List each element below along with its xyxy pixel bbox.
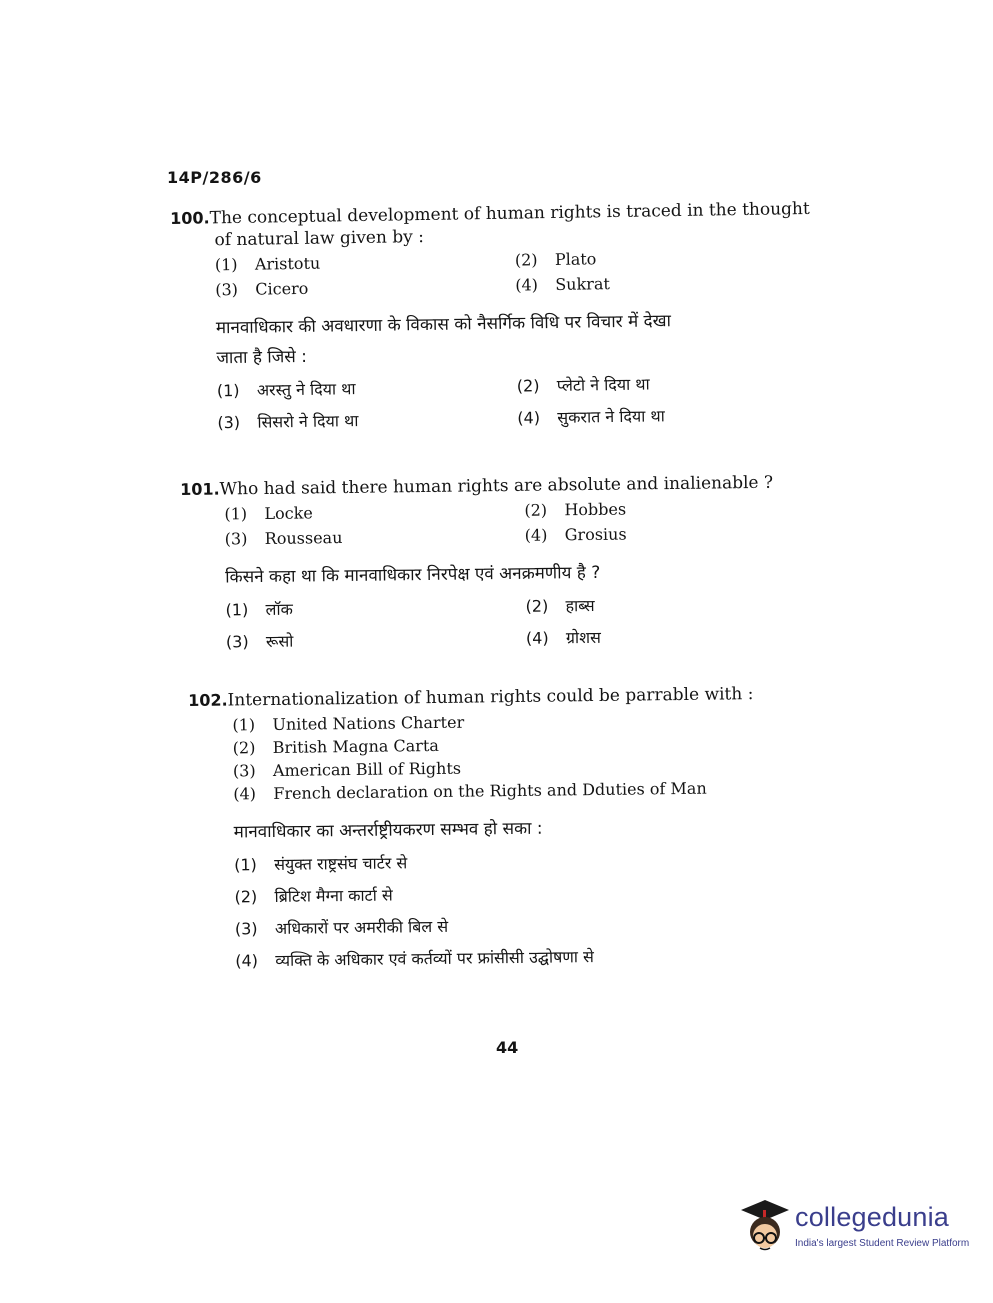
page-number: 44 [496,1038,519,1057]
brand-tagline: India's largest Student Review Platform [795,1238,970,1249]
option-2: (2) British Magna Carta [232,735,439,758]
option-4-hi: (4) सुकरात ने दिया था [517,406,665,428]
option-2: (2) Hobbes [524,499,627,520]
question-100 [170,198,817,434]
option-3: (3) American Bill of Rights [232,758,462,781]
question-text-en-cont: of natural law given by : [214,227,425,251]
option-2: (2) Plato [514,249,597,270]
option-3: (3) Rousseau [224,528,343,549]
option-1: (1) Aristotu [214,253,321,275]
question-101 [180,471,826,653]
option-1-hi: (1) लॉक [225,599,293,620]
paper-code: 14P/286/6 [167,168,262,187]
question-number: 101. [180,479,220,499]
question-number: 102. [188,690,228,710]
options-en [215,246,816,299]
option-4: (4) French declaration on the Rights and Dduties of Man [233,778,707,804]
question-text-hi: मानवाधिकार का अन्तर्राष्ट्रीयकरण सम्भव हो सका : [233,818,543,843]
option-1-hi: (1) संयुक्त राष्ट्रसंघ चार्टर से [234,853,408,875]
options-hi [234,846,825,971]
option-3-hi: (3) रूसो [225,631,294,652]
question-text-hi: किसने कहा था कि मानवाधिकार निरपेक्ष एवं अनक्रमणीय है ? [225,562,601,588]
option-4-hi: (4) व्यक्ति के अधिकार एवं कर्तव्यों पर फ्रांसीसी उद्घोषणा से [235,947,594,971]
option-3-hi: (3) अधिकारों पर अमरीकी बिल से [234,916,449,939]
option-2-hi: (2) ब्रिटिश मैग्ना कार्टा से [234,885,393,907]
options-en [232,708,823,803]
question-text-en: 100.The conceptual development of human rights is traced in the thought [170,198,810,229]
option-3-hi: (3) सिसरो ने दिया था [217,411,359,433]
options-hi [217,370,818,433]
option-2-hi: (2) हाब्स [525,595,595,616]
question-text-en: 101.Who had said there human rights are absolute and inalienable ? [180,472,774,500]
option-4: (4) Grosius [524,524,627,545]
option-1: (1) United Nations Charter [232,712,465,735]
brand-name: collegedunia [795,1202,950,1232]
option-1: (1) Locke [224,503,313,524]
options-hi [225,591,826,652]
option-3: (3) Cicero [215,278,309,300]
question-text-en: 102.Internationalization of human rights could be parrable with : [188,684,754,711]
collegedunia-watermark [735,1196,970,1262]
student-mascot-icon [735,1196,793,1258]
question-number: 100. [170,208,210,228]
options-en [224,497,824,548]
option-2-hi: (2) प्लेटो ने दिया था [516,374,650,396]
option-4: (4) Sukrat [515,274,610,295]
option-4-hi: (4) ग्रोशस [525,627,601,648]
question-text-hi: मानवाधिकार की अवधारणा के विकास को नैसर्गिक विधि पर विचार में देखा जाता है जिसे : [215,311,672,369]
question-102 [188,682,825,972]
option-1-hi: (1) अरस्तु ने दिया था [216,379,356,401]
